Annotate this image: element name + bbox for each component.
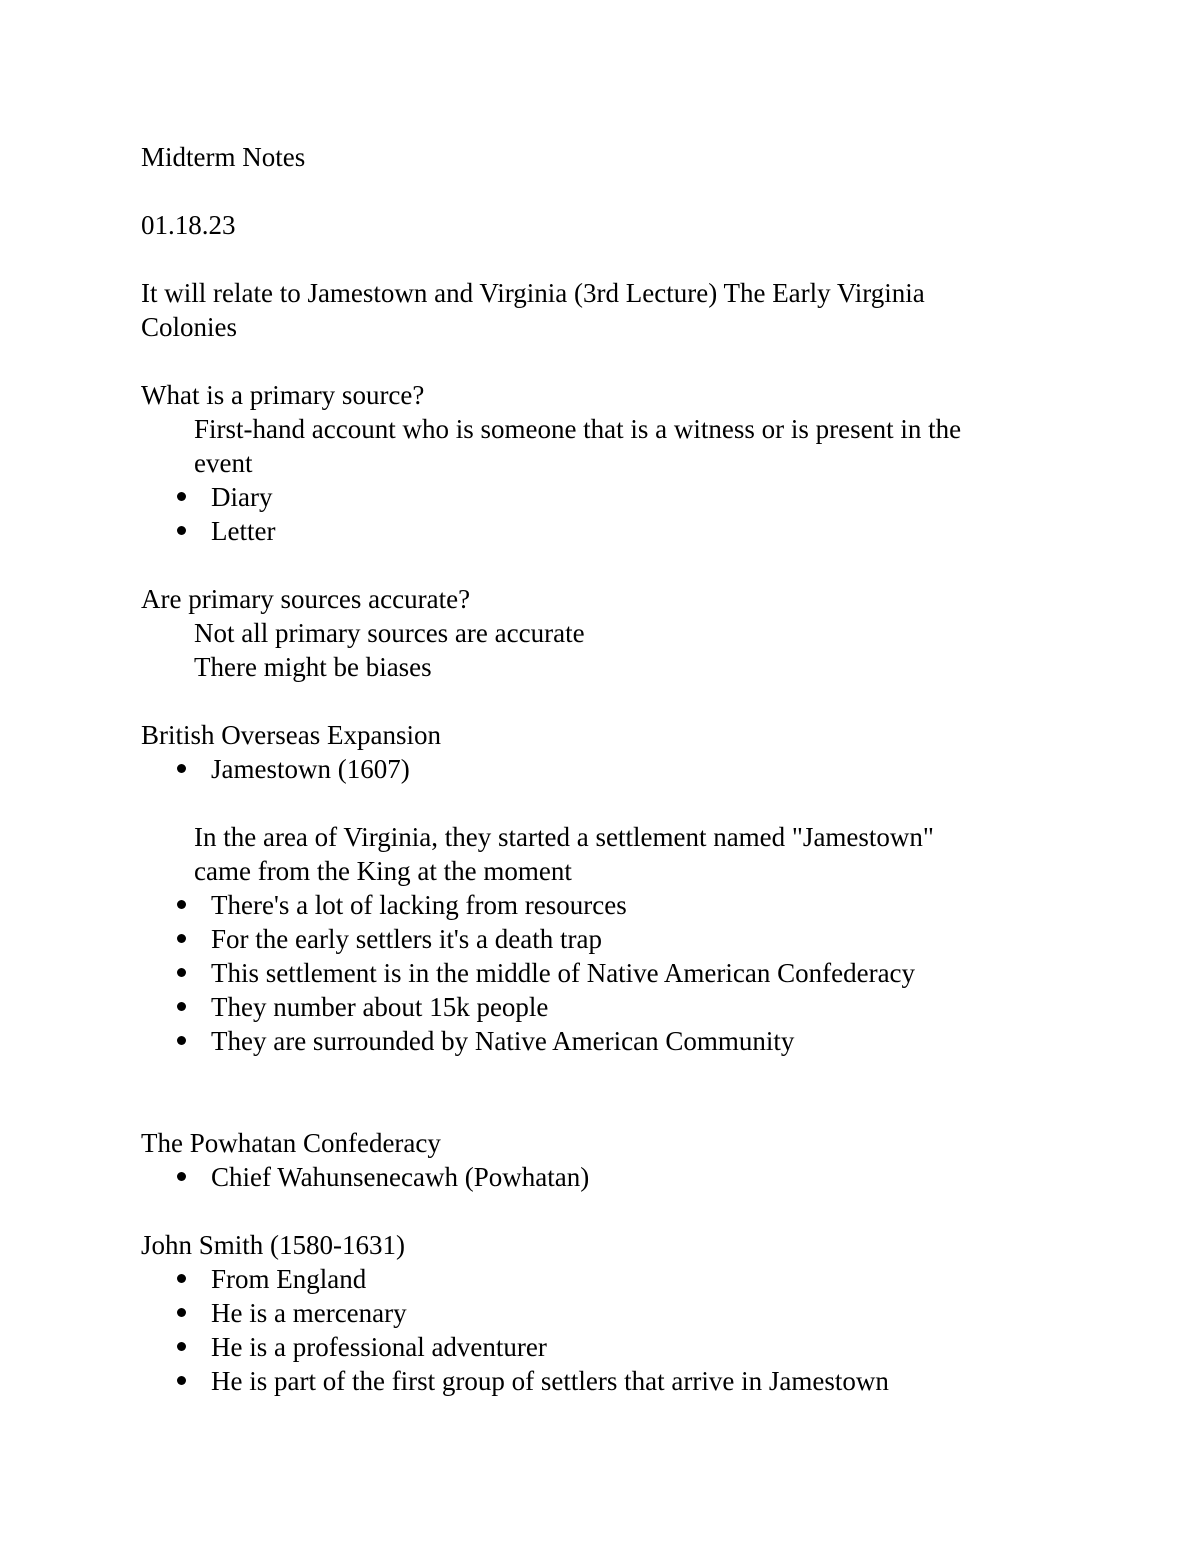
list-item (141, 1296, 1041, 1330)
primary-source-definition-line-2: event (194, 448, 253, 478)
spacer (141, 242, 1041, 276)
expansion-details-list (141, 888, 1041, 1058)
bullet-icon (177, 492, 186, 501)
list-item (141, 990, 1041, 1024)
list-item-text: Jamestown (1607) (211, 754, 410, 784)
list-item-text: For the early settlers it's a death trap (211, 924, 602, 954)
expansion-list (141, 752, 1041, 786)
bullet-icon (177, 968, 186, 977)
primary-source-heading: What is a primary source? (141, 380, 425, 410)
bullet-icon (177, 1002, 186, 1011)
accuracy-line-1: Not all primary sources are accurate (194, 618, 585, 648)
bullet-icon (177, 934, 186, 943)
list-item-text: There's a lot of lacking from resources (211, 890, 627, 920)
bullet-icon (177, 764, 186, 773)
spacer (141, 174, 1041, 208)
list-item (141, 1364, 1041, 1398)
list-item (141, 480, 1041, 514)
list-item-text: They are surrounded by Native American Community (211, 1026, 795, 1056)
bullet-icon (177, 1274, 186, 1283)
accuracy-line-2: There might be biases (194, 652, 432, 682)
spacer (141, 1092, 1041, 1126)
bullet-icon (177, 1172, 186, 1181)
expansion-heading: British Overseas Expansion (141, 720, 441, 750)
list-item-text: He is a mercenary (211, 1298, 407, 1328)
spacer (141, 1058, 1041, 1092)
list-item-text: Diary (211, 482, 273, 512)
list-item (141, 1024, 1041, 1058)
powhatan-heading: The Powhatan Confederacy (141, 1128, 441, 1158)
expansion-paragraph-line-2: came from the King at the moment (194, 856, 572, 886)
spacer (141, 548, 1041, 582)
list-item (141, 752, 1041, 786)
powhatan-list (141, 1160, 1041, 1194)
list-item-text: He is part of the first group of settlers that arrive in Jamestown (211, 1366, 889, 1396)
list-item-text: He is a professional adventurer (211, 1332, 547, 1362)
primary-source-examples-list (141, 480, 1041, 548)
list-item (141, 1262, 1041, 1296)
bullet-icon (177, 1342, 186, 1351)
list-item-text: This settlement is in the middle of Native American Confederacy (211, 958, 916, 988)
bullet-icon (177, 526, 186, 535)
spacer (141, 1194, 1041, 1228)
spacer (141, 344, 1041, 378)
document-page (141, 140, 1041, 1398)
bullet-icon (177, 900, 186, 909)
intro-line-1: It will relate to Jamestown and Virginia (3rd Lecture) The Early Virginia (141, 278, 925, 308)
list-item (141, 1330, 1041, 1364)
john-smith-heading: John Smith (1580-1631) (141, 1230, 406, 1260)
expansion-paragraph-line-1: In the area of Virginia, they started a settlement named "Jamestown" (194, 822, 934, 852)
document-date: 01.18.23 (141, 210, 236, 240)
list-item (141, 956, 1041, 990)
primary-source-definition-line-1: First-hand account who is someone that is a witness or is present in the (194, 414, 962, 444)
accuracy-heading: Are primary sources accurate? (141, 584, 471, 614)
spacer (141, 786, 1041, 820)
list-item-text: From England (211, 1264, 367, 1294)
list-item (141, 1160, 1041, 1194)
list-item (141, 514, 1041, 548)
list-item (141, 888, 1041, 922)
bullet-icon (177, 1376, 186, 1385)
john-smith-list (141, 1262, 1041, 1398)
list-item-text: Chief Wahunsenecawh (Powhatan) (211, 1162, 590, 1192)
list-item-text: They number about 15k people (211, 992, 549, 1022)
spacer (141, 684, 1041, 718)
bullet-icon (177, 1036, 186, 1045)
bullet-icon (177, 1308, 186, 1317)
list-item-text: Letter (211, 516, 276, 546)
list-item (141, 922, 1041, 956)
document-title: Midterm Notes (141, 142, 306, 172)
intro-line-2: Colonies (141, 312, 238, 342)
